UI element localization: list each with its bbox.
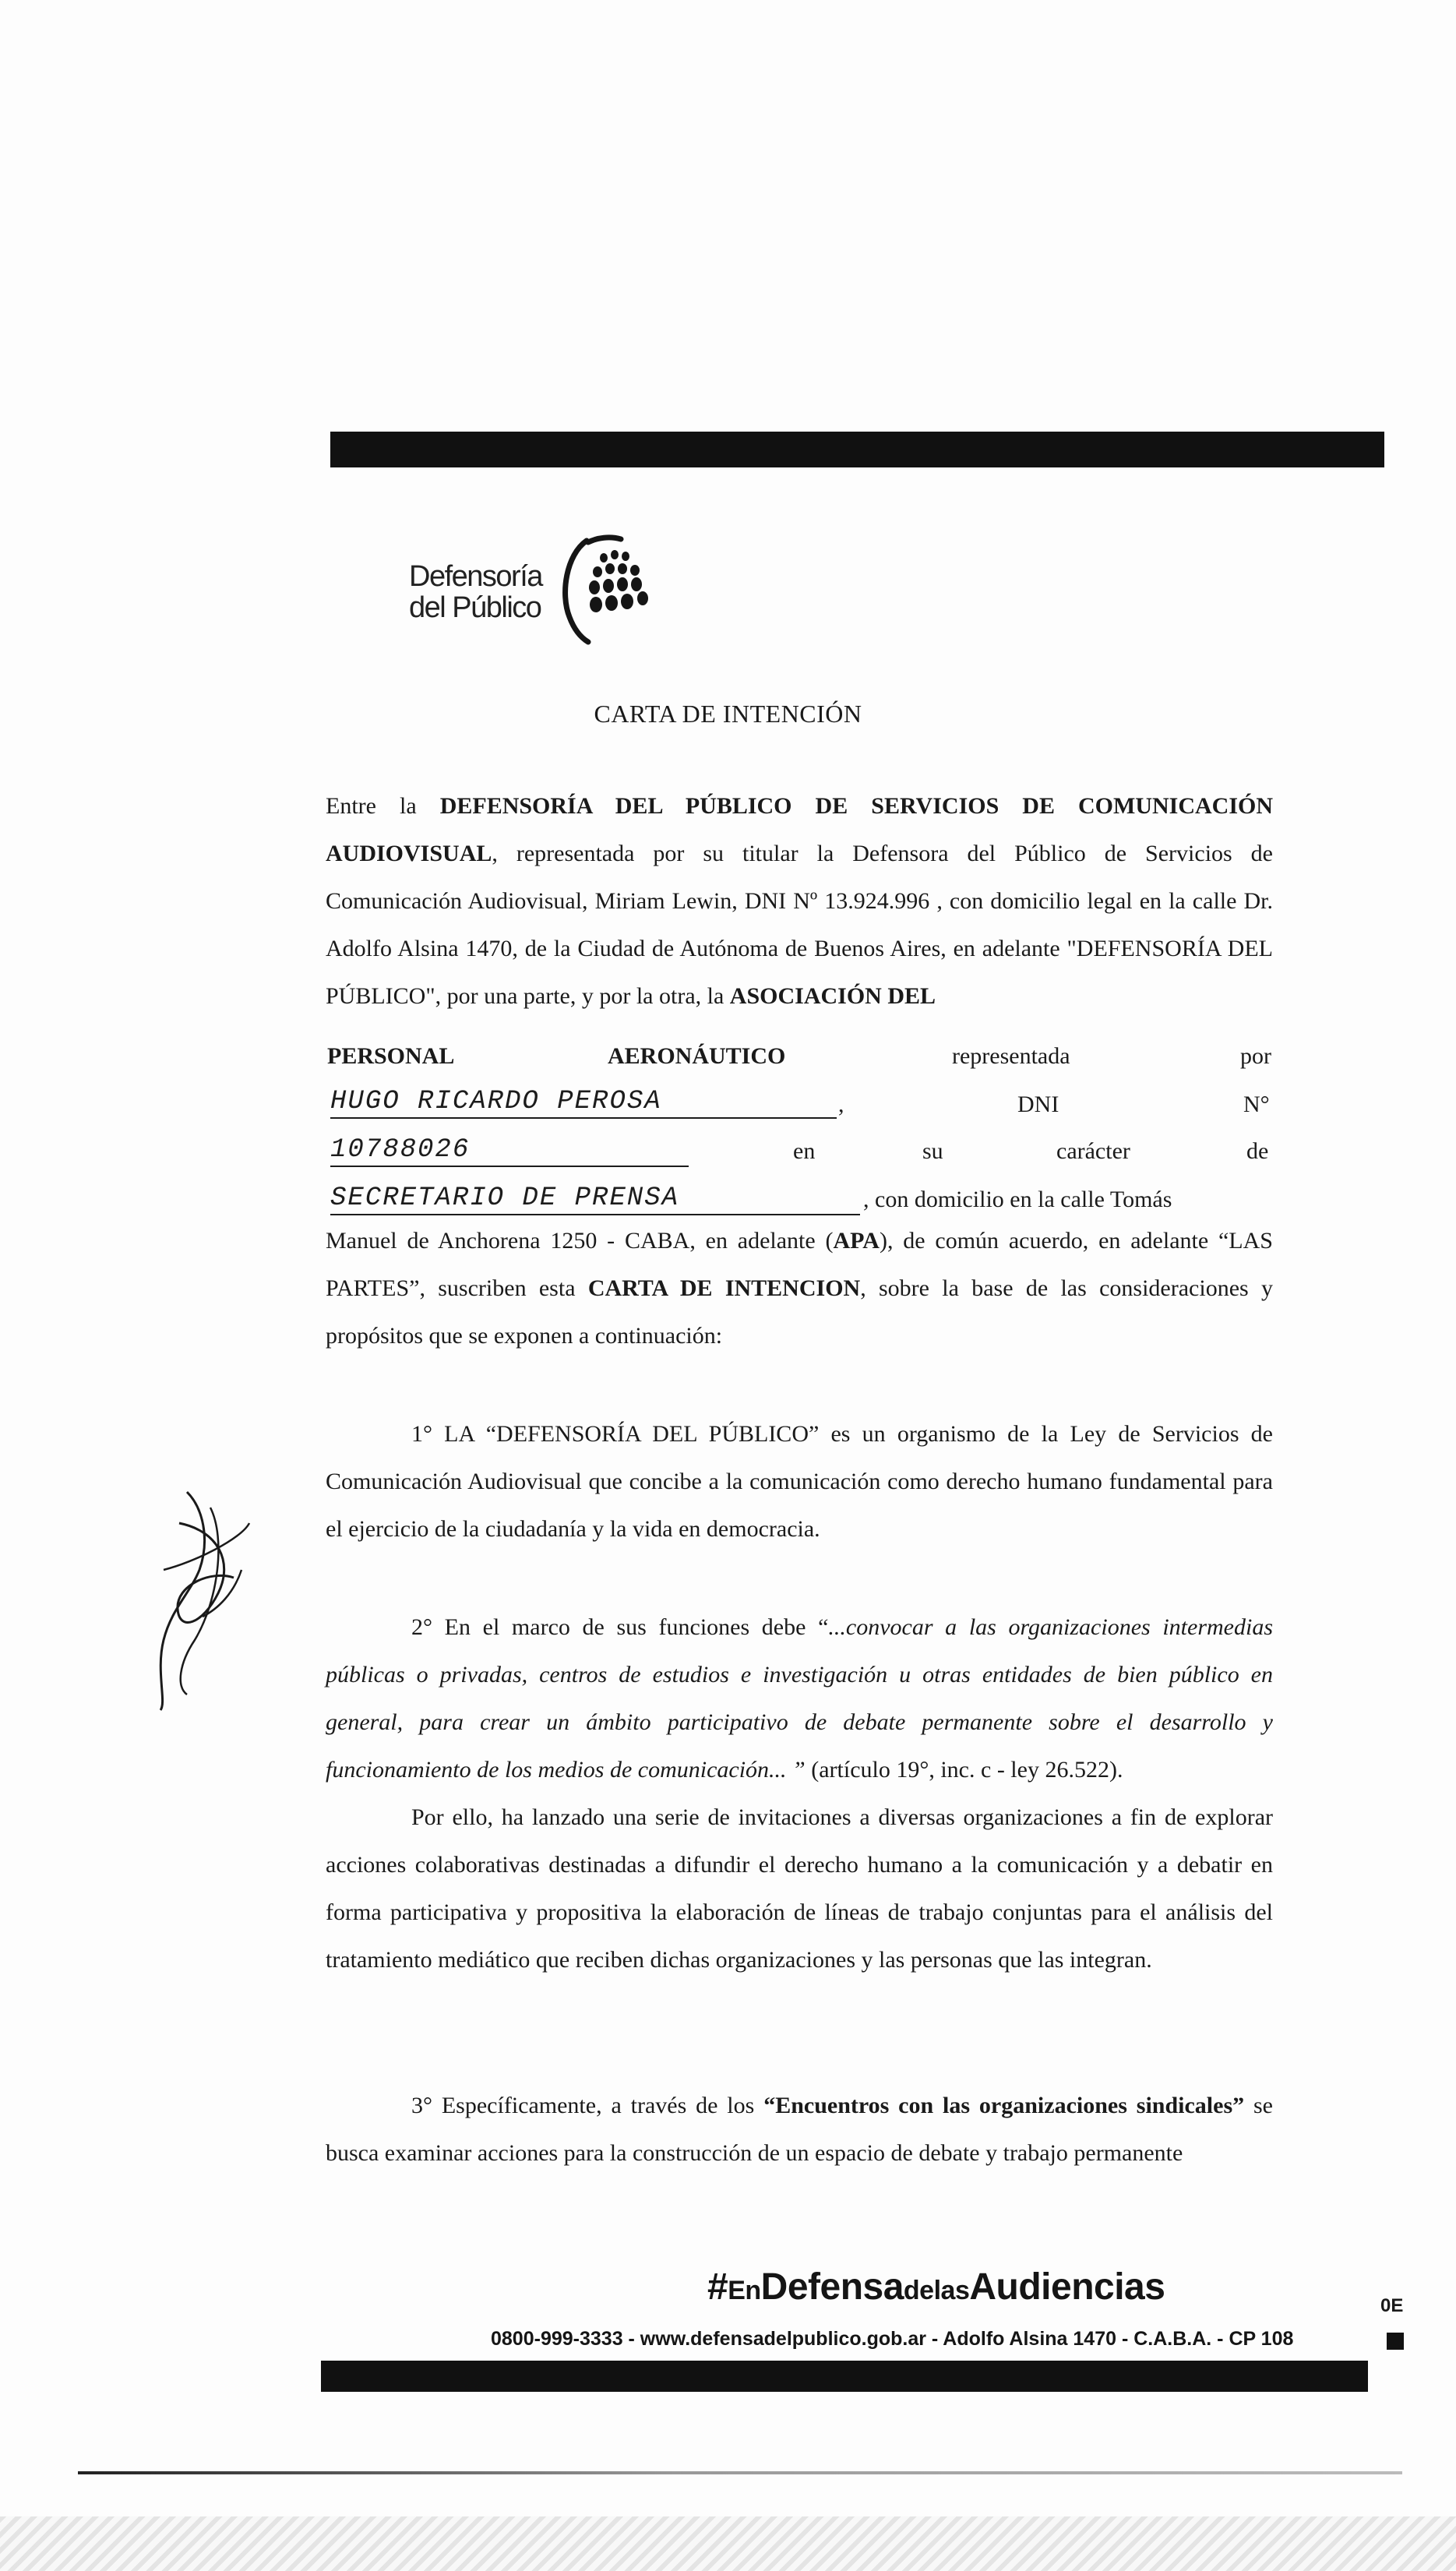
clause-2-quote: ...convocar a las organizaciones intermedias públicas o privadas, centros de estudios e investigación u otras entidades de bien público en general, para crear un ámbito participativo de debate permanente sobre el desarrollo y funcionamiento de los medios de comunicación... ” [326,1614,1273,1783]
clause-2-c: (artículo 19°, inc. c - ley 26.522). [805,1757,1123,1783]
scan-border [0,2516,1456,2571]
clause-3-bold: “Encuentros con las organizaciones sindicales” [763,2093,1245,2118]
clause-3-c: se busca examinar acciones para la construcción de un espacio de debate y trabajo permanente [326,2093,1273,2166]
clause-3-a: 3° Específicamente, a través de los [411,2093,764,2118]
intro-entity-defensoria: DEFENSORÍA DEL PÚBLICO DE SERVICIOS DE COMUNICACIÓN AUDIOVISUAL [326,793,1273,866]
hashtag-delas: delas [903,2276,970,2305]
footer-contact: 0800-999-3333 - www.defensadelpublico.gob.ar - Adolfo Alsina 1470 - C.A.B.A. - CP 108 [491,2328,1294,2350]
defensoria-logo [409,524,658,656]
signer-role-field: SECRETARIO DE PRENSA [330,1183,860,1215]
signer-name-field: HUGO RICARDO PEROSA [330,1086,837,1119]
intro-entity-asociacion: ASOCIACIÓN DEL [729,983,936,1009]
intro-cont-c: ), de común acuerdo, en adelante “LAS PARTES”, suscriben esta [326,1228,1273,1301]
row3-su: su [922,1138,943,1164]
footer-hashtag [707,2266,1165,2308]
row1-aeronautico: AERONÁUTICO [608,1043,786,1069]
intro-carta: CARTA DE INTENCION [587,1275,861,1301]
signer-dni-field: 10788026 [330,1134,689,1167]
intro-paragraph [326,782,1273,1020]
clause-3 [326,2082,1273,2177]
hashtag-audiencias: Audiencias [969,2266,1165,2308]
clause-2 [326,1603,1273,1793]
margin-signature [132,1476,265,1718]
hashtag-en: En [728,2276,761,2305]
intro-cont-e: , sobre la base de las consideraciones y propósitos que se exponen a continuación: [326,1275,1273,1349]
row3-caracter: carácter [1056,1138,1130,1164]
row2-comma: , [838,1092,844,1117]
clause-2-a: 2° En el marco de sus funciones debe “ [411,1614,829,1640]
hashtag-symbol: # [707,2266,728,2308]
clause-2-paragraph-2: Por ello, ha lanzado una serie de invitaciones a diversas organizaciones a fin de explorar acciones colaborativas destinadas a difundir el derecho humano a la comunicación y a debatir en forma participativa y propositiva la elaboración de líneas de trabajo conjuntas para el análisis del tratamiento mediático que reciben dichas organizaciones y las personas que las integran. [326,1804,1273,1973]
footer-square [1387,2333,1404,2350]
row2-n: N° [1243,1092,1270,1117]
hashtag-defensa: Defensa [760,2266,904,2308]
row3-de: de [1246,1138,1269,1164]
intro-apa: APA [833,1228,880,1254]
logo-line-1: Defensoría [409,560,542,593]
row2-dni: DNI [1017,1092,1059,1117]
footer-bar [321,2361,1368,2392]
intro-text-c: , representada por su titular la Defensora del Público de Servicios de Comunicación Audiovisual, Miriam Lewin, DNI Nº 13.924.996 , con domicilio legal en la calle Dr. Adolfo Alsina 1470, de la Ciudad de Autónoma de Buenos Aires, en adelante "DEFENSORÍA DEL PÚBLICO", por una parte, y por la otra, la [326,841,1273,1009]
intro-cont-a: Manuel de Anchorena 1250 - CABA, en adelante ( [326,1228,834,1254]
logo-dots-icon [549,524,658,656]
intro-continuation [326,1217,1273,1360]
row1-personal: PERSONAL [327,1043,455,1069]
footer-side-mark: 0E [1380,2295,1404,2316]
logo-line-2: del Público [409,591,541,624]
row4-rest: , con domicilio en la calle Tomás [863,1187,1172,1212]
header-bar [330,432,1384,467]
row3-en: en [793,1138,816,1164]
document-title: CARTA DE INTENCIÓN [594,700,862,728]
row1-representada: representada [952,1043,1070,1069]
row1-por: por [1240,1043,1271,1069]
intro-text-a: Entre la [326,793,440,819]
logo-text [409,561,542,623]
clause-1: 1° LA “DEFENSORÍA DEL PÚBLICO” es un organismo de la Ley de Servicios de Comunicación Audiovisual que concibe a la comunicación como derecho humano fundamental para el ejercicio de la ciudadanía y la vida en democracia. [326,1421,1273,1542]
scan-edge-line [78,2471,1402,2474]
